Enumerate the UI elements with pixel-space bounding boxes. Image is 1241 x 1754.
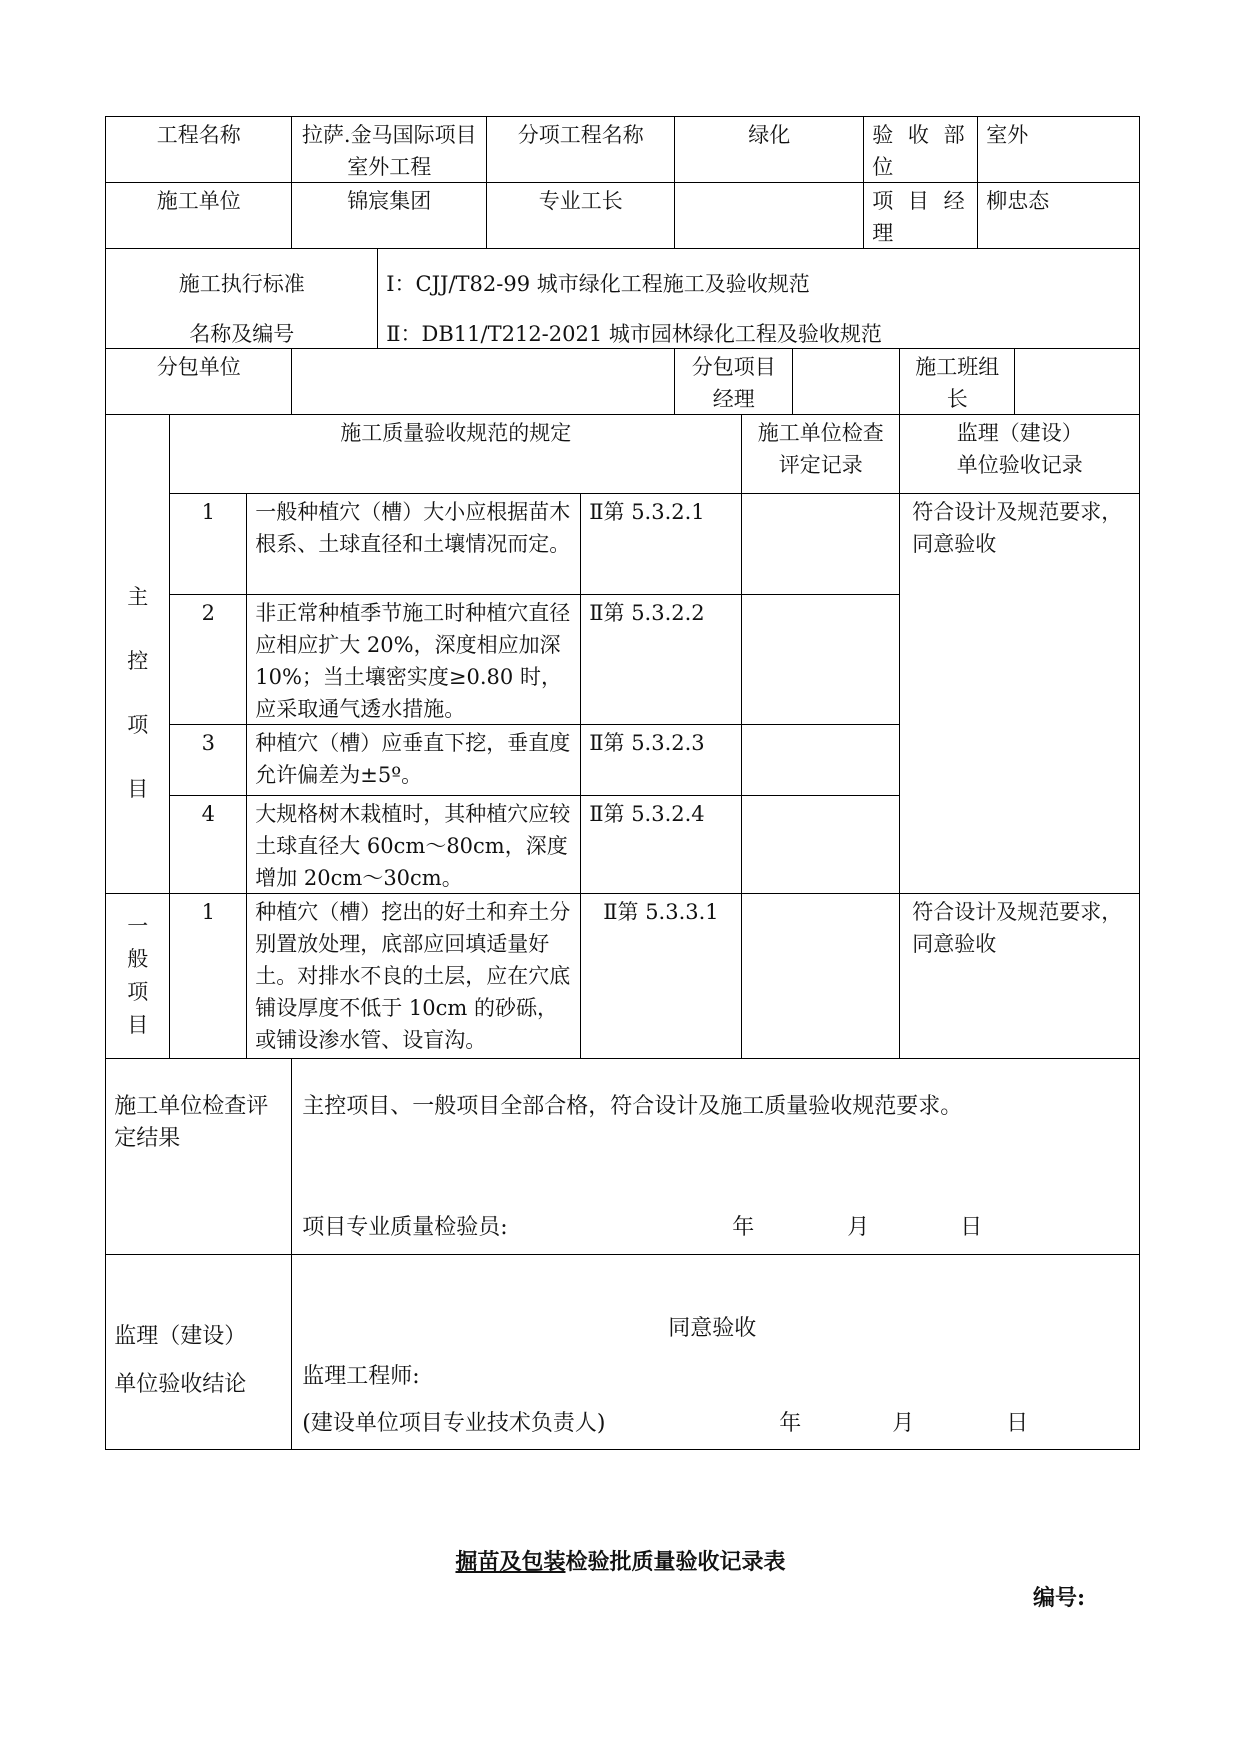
- standard-label-line2: 名称及编号: [189, 322, 295, 347]
- main-label-char: 控: [127, 648, 149, 673]
- result-content: [291, 1058, 1140, 1255]
- supervision-label: [105, 1254, 292, 1450]
- supervisor-header: [899, 414, 1140, 494]
- item-no: 3: [169, 724, 247, 796]
- item-text: 一般种植穴（槽）大小应根据苗木根系、土球直径和土壤情况而定。: [246, 493, 581, 595]
- item-check: [741, 594, 900, 725]
- pm-value: 柳忠态: [977, 182, 1140, 249]
- main-items-label: [105, 414, 170, 894]
- item-no: 4: [169, 795, 247, 894]
- item-text: 大规格树木栽植时，其种植穴应较土球直径大 60cm～80cm，深度增加 20cm～30cm。: [246, 795, 581, 894]
- main-label-char: 目: [127, 776, 149, 801]
- next-form-title: [0, 1546, 1241, 1578]
- item-check: [741, 795, 900, 894]
- general-items-label: [105, 893, 170, 1059]
- contractor-check-header: [741, 414, 900, 494]
- acceptance-part-label: 验 收 部位: [863, 116, 978, 183]
- item-no: 1: [169, 493, 247, 595]
- team-leader-label: 施工班组长: [899, 348, 1015, 415]
- item-check: [741, 493, 900, 595]
- pm-label: 项 目 经理: [863, 182, 978, 249]
- project-name-label: 工程名称: [105, 116, 292, 183]
- main-label-char: 主: [127, 584, 149, 609]
- result-year: 年: [732, 1215, 755, 1241]
- supervision-text: 同意验收: [668, 1316, 757, 1342]
- general-label-char: 般: [127, 947, 149, 972]
- item-ref: Ⅱ第 5.3.3.1: [580, 893, 742, 1059]
- supervisor-header-1: 监理（建设）: [956, 421, 1083, 446]
- result-month: 月: [847, 1215, 870, 1241]
- main-supervisor-record: 符合设计及规范要求，同意验收: [899, 493, 1140, 894]
- spec-column-header: 施工质量验收规范的规定: [169, 414, 742, 494]
- item-text: 种植穴（槽）应垂直下挖，垂直度允许偏差为±5º。: [246, 724, 581, 796]
- supervision-day: 日: [1006, 1411, 1029, 1437]
- supervision-year: 年: [779, 1411, 802, 1437]
- sub-pm-label: 分包项目经理: [674, 348, 793, 415]
- standard-label: [105, 248, 378, 349]
- next-form-title-rest: 检验批质量验收记录表: [565, 1549, 786, 1575]
- general-label-char: 项: [127, 980, 149, 1005]
- main-label-char: 项: [127, 712, 149, 737]
- general-label-char: 一: [127, 914, 149, 939]
- supervision-label-2: 单位验收结论: [114, 1372, 247, 1398]
- item-no: 1: [169, 893, 247, 1059]
- contractor-label: 施工单位: [105, 182, 292, 249]
- standard-2: Ⅱ：DB11/T212-2021 城市园林绿化工程及验收规范: [386, 322, 882, 347]
- team-leader-value: [1014, 348, 1140, 415]
- subcontractor-value: [291, 348, 675, 415]
- contractor-check-header-2: 评定记录: [778, 453, 863, 478]
- owner-label: (建设单位项目专业技术负责人): [302, 1411, 606, 1437]
- sub-project-label: 分项工程名称: [486, 116, 675, 183]
- foreman-value: [674, 182, 864, 249]
- supervision-content: [291, 1254, 1140, 1450]
- standard-1: Ⅰ：CJJ/T82-99 城市绿化工程施工及验收规范: [386, 272, 810, 297]
- acceptance-part-value: 室外: [977, 116, 1140, 183]
- item-check: [741, 893, 900, 1059]
- project-name-value: 拉萨.金马国际项目室外工程: [291, 116, 487, 183]
- item-ref: Ⅱ第 5.3.2.3: [580, 724, 742, 796]
- result-day: 日: [960, 1215, 983, 1241]
- sub-pm-value: [792, 348, 900, 415]
- item-ref: Ⅱ第 5.3.2.2: [580, 594, 742, 725]
- item-ref: Ⅱ第 5.3.2.1: [580, 493, 742, 595]
- item-check: [741, 724, 900, 796]
- inspector-label: 项目专业质量检验员:: [302, 1215, 508, 1241]
- form-number-label: 编号:: [1033, 1585, 1086, 1611]
- next-form-title-underlined: 掘苗及包装: [455, 1549, 566, 1575]
- item-text: 非正常种植季节施工时种植穴直径应相应扩大 20%，深度相应加深 10%；当土壤密实度≥0.80 时，应采取通气透水措施。: [246, 594, 581, 725]
- contractor-value: 锦宸集团: [291, 182, 487, 249]
- result-label: 施工单位检查评定结果: [105, 1058, 292, 1255]
- item-ref: Ⅱ第 5.3.2.4: [580, 795, 742, 894]
- item-text: 种植穴（槽）挖出的好土和弃土分别置放处理，底部应回填适量好土。对排水不良的土层，应在穴底铺设厚度不低于 10cm 的砂砾，或铺设渗水管、设盲沟。: [246, 893, 581, 1059]
- item-no: 2: [169, 594, 247, 725]
- standard-label-line1: 施工执行标准: [178, 272, 305, 297]
- subcontractor-label: 分包单位: [105, 348, 292, 415]
- foreman-label: 专业工长: [486, 182, 675, 249]
- supervisor-header-2: 单位验收记录: [956, 453, 1083, 478]
- sub-project-value: 绿化: [674, 116, 864, 183]
- general-label-char: 目: [127, 1013, 149, 1038]
- standard-values: [377, 248, 1140, 349]
- general-supervisor-record: 符合设计及规范要求，同意验收: [899, 893, 1140, 1059]
- engineer-label: 监理工程师:: [302, 1364, 420, 1390]
- supervision-label-1: 监理（建设）: [114, 1324, 247, 1350]
- result-text: 主控项目、一般项目全部合格，符合设计及施工质量验收规范要求。: [302, 1094, 963, 1120]
- supervision-month: 月: [892, 1411, 915, 1437]
- contractor-check-header-1: 施工单位检查: [757, 421, 884, 446]
